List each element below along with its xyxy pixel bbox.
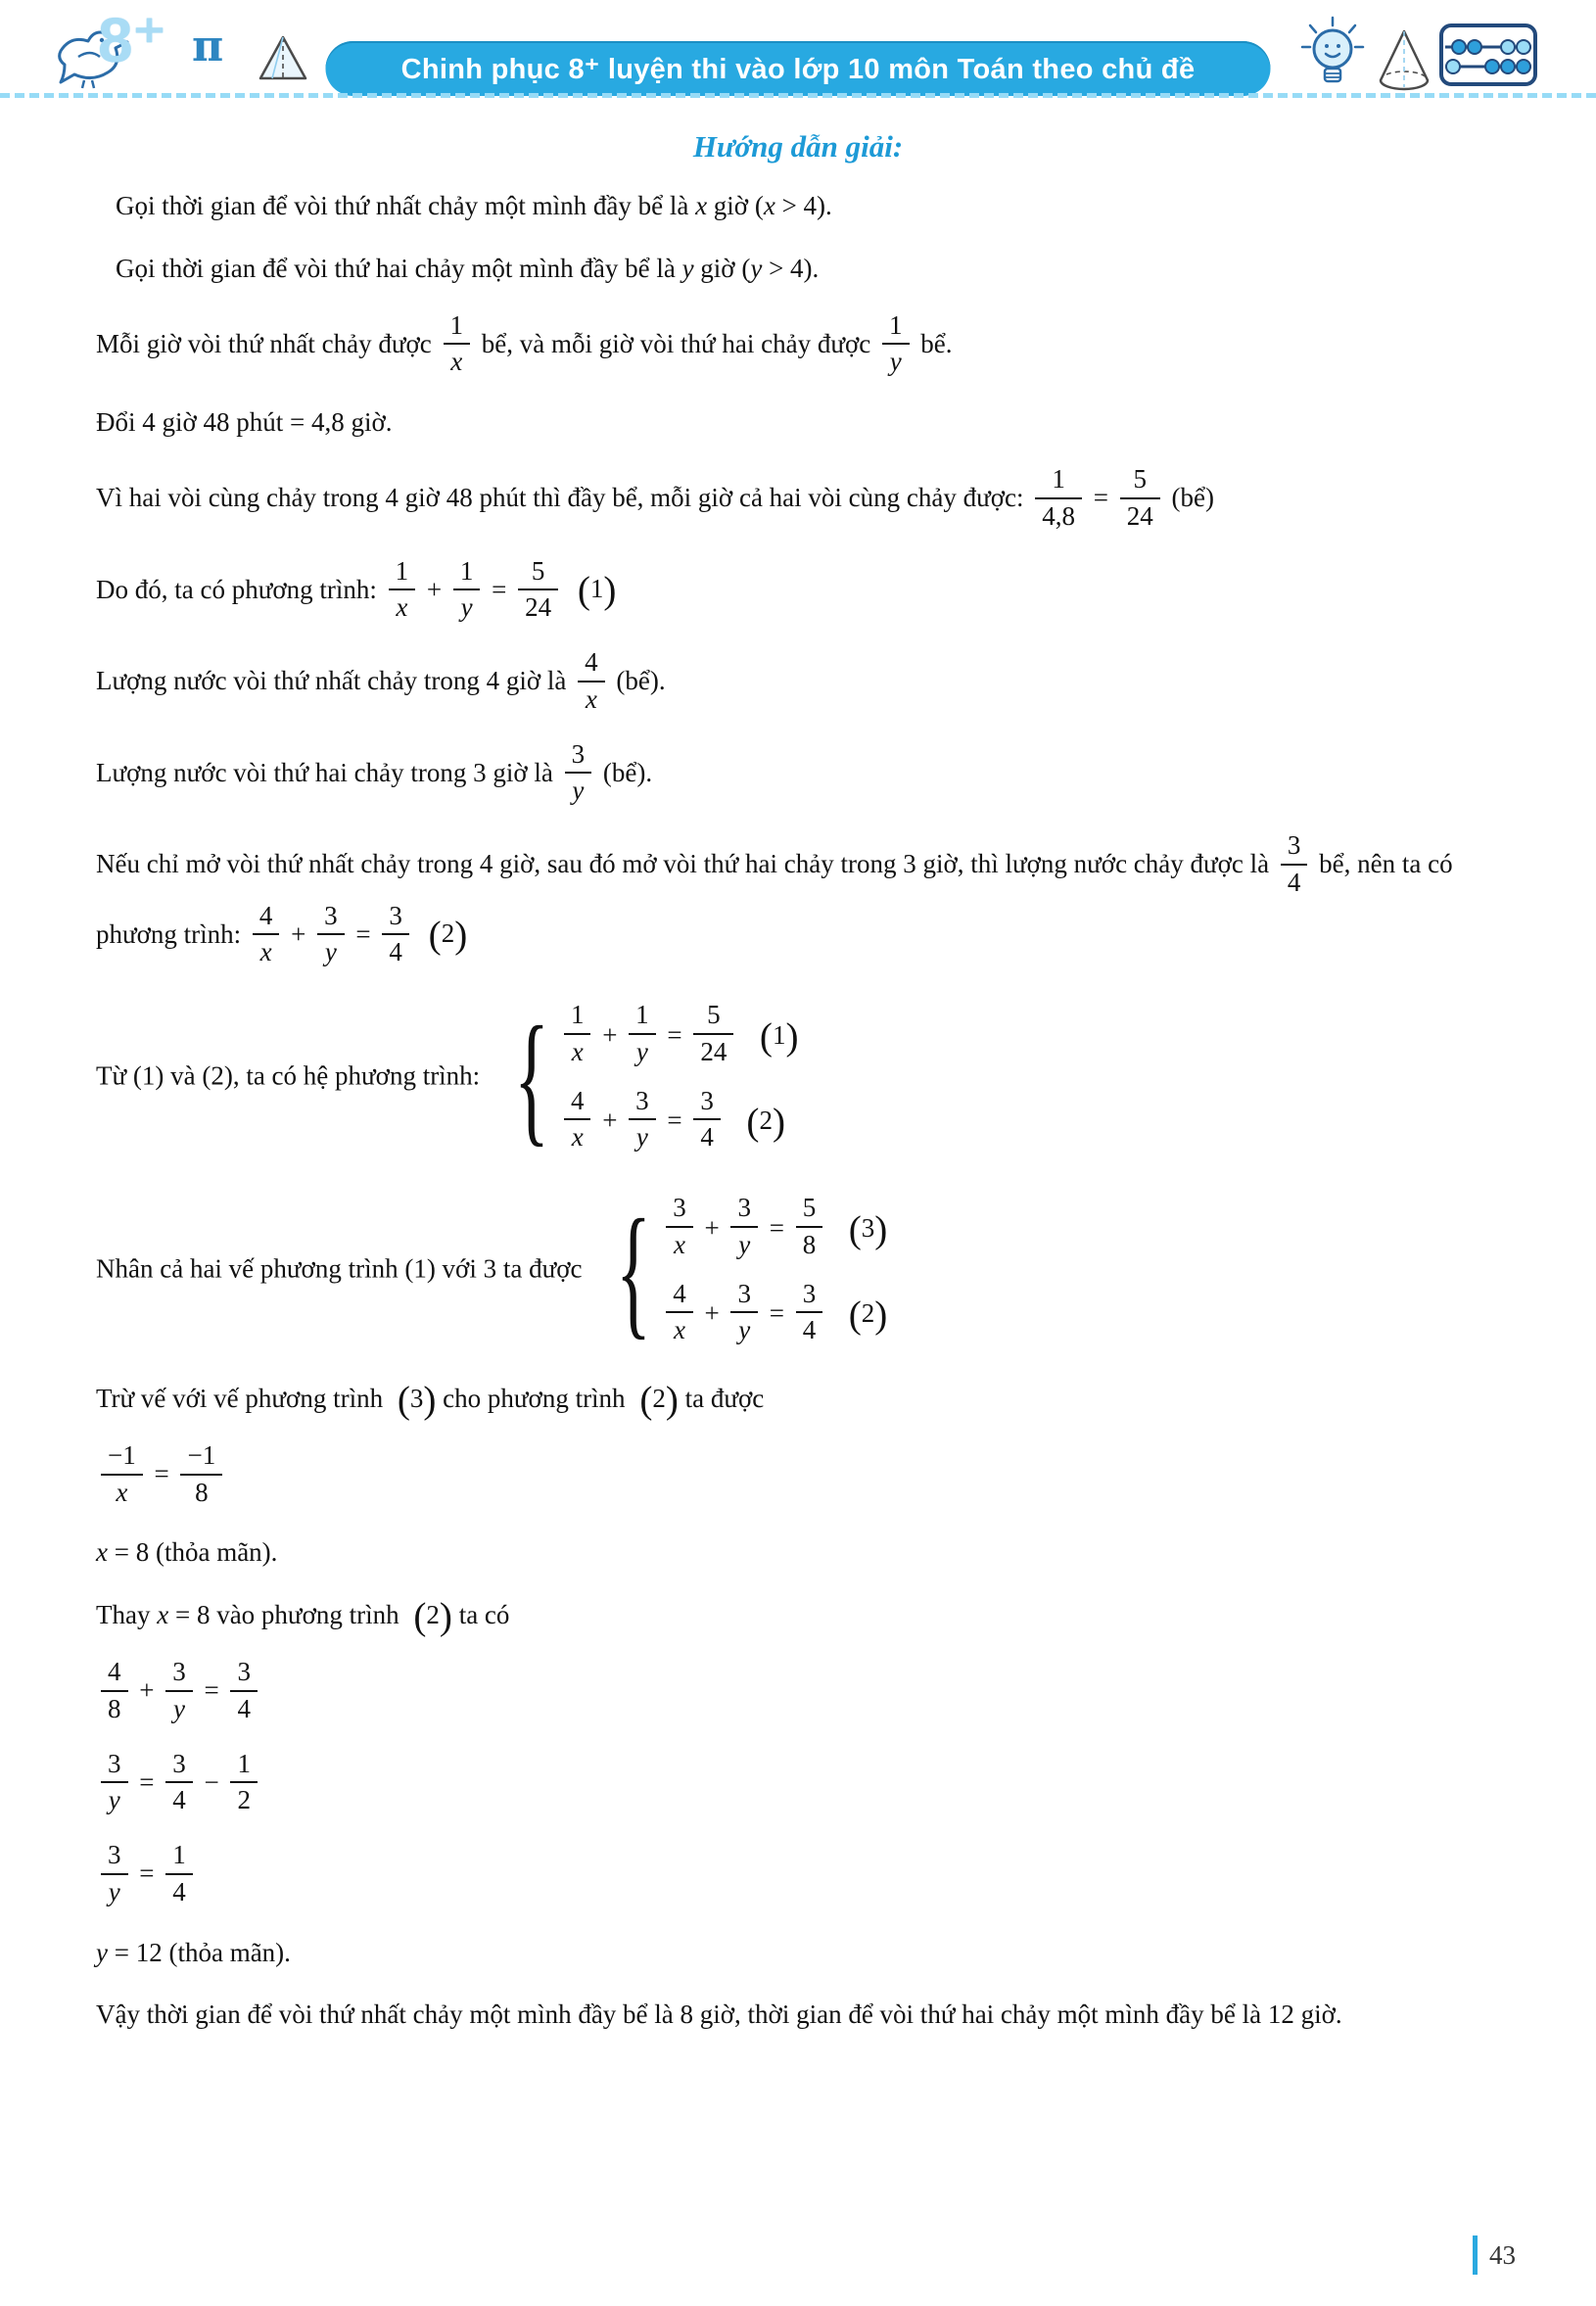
solution-line: $\frac{4}{8}$ + $\frac{3}{y}$ = $\frac{3}{4}$ — [96, 1658, 1500, 1728]
fraction: $\frac{1}{x}$ — [564, 999, 591, 1069]
solution-line: Lượng nước vòi thứ hai chảy trong 3 giờ là $\frac{3}{y}$ (bể). — [96, 740, 1500, 811]
fraction: $\frac{1}{x}$ — [389, 555, 416, 626]
fraction: $\frac{4}{8}$ — [101, 1656, 128, 1726]
equation-label: (3) — [848, 1208, 888, 1251]
solution-line: Lượng nước vòi thứ nhất chảy trong 4 giờ là $\frac{4}{x}$ (bể). — [96, 648, 1500, 719]
solution-heading: Hướng dẫn giải: — [692, 129, 904, 164]
page-number: 43 — [1473, 2235, 1516, 2276]
fraction: $\frac{1}{y}$ — [453, 555, 481, 626]
math-variable: x — [96, 1537, 108, 1568]
solution-line: Vì hai vòi cùng chảy trong 4 giờ 48 phút thì đầy bể, mỗi giờ cả hai vòi cùng chảy được: $\frac{1}{4,8}$ = $\frac{5}{24}$ (bể) — [96, 465, 1500, 536]
system-equation-row: $\frac{3}{x}$ + $\frac{3}{y}$ = $\frac{5}{8}$ (3) — [661, 1194, 887, 1264]
fraction: $\frac{3}{4}$ — [1281, 829, 1308, 900]
solution-line: Gọi thời gian để vòi thứ hai chảy một mình đầy bể là y giờ (y > 4). — [116, 253, 820, 283]
solution-line: Do đó, ta có phương trình: $\frac{1}{x}$ + $\frac{1}{y}$ = $\frac{5}{24}$ (1) — [96, 557, 1500, 628]
equation-label: (2) — [413, 1595, 452, 1638]
solution-line: Mỗi giờ vòi thứ nhất chảy được $\frac{1}{x}$ bể, và mỗi giờ vòi thứ hai chảy được $\frac{1}{y}$ bể. — [96, 311, 1500, 382]
fraction: $\frac{1}{4}$ — [165, 1839, 193, 1909]
equation-label: (2) — [428, 914, 468, 957]
fraction: $\frac{3}{y}$ — [101, 1748, 128, 1818]
solution-line: Nhân cả hai vế phương trình (1) với 3 ta được { $\frac{3}{x}$ + $\frac{3}{y}$ = $\frac{5}{8}$ (3) $\frac{4}{x}$ + $\frac{3}{y}$ = $\frac{3}{4}$ (2) — [96, 1186, 1500, 1357]
fraction: $\frac{1}{y}$ — [629, 999, 656, 1069]
fraction: $\frac{5}{8}$ — [796, 1192, 823, 1262]
fraction: $\frac{4}{x}$ — [666, 1278, 693, 1348]
solution-line: Đổi 4 giờ 48 phút = 4,8 giờ. — [96, 407, 393, 438]
math-variable: y — [96, 1937, 108, 1967]
fraction: $\frac{3}{4}$ — [796, 1278, 823, 1348]
fraction: $\frac{4}{x}$ — [578, 646, 605, 717]
eight-plus-logo: 8⁺ — [98, 5, 166, 75]
solution-body — [96, 186, 1500, 2036]
math-variable: y — [750, 253, 763, 283]
math-variable: x — [763, 191, 775, 220]
fraction: $\frac{1}{4,8}$ — [1035, 463, 1082, 534]
math-variable: x — [157, 1600, 169, 1630]
fraction: $\frac{4}{x}$ — [253, 900, 280, 970]
fraction: $\frac{3}{y}$ — [101, 1839, 128, 1909]
solution-line: $\frac{3}{y}$ = $\frac{3}{4}$ − $\frac{1}{2}$ — [96, 1750, 1500, 1820]
fraction: $\frac{5}{24}$ — [1120, 463, 1160, 534]
equation-label: (2) — [848, 1294, 888, 1337]
system-brace: { — [616, 1190, 652, 1353]
fraction: $\frac{1}{2}$ — [230, 1748, 258, 1818]
fraction: $\frac{3}{y}$ — [317, 900, 345, 970]
banner-title: Chinh phục 8⁺ luyện thi vào lớp 10 môn Toán theo chủ đề — [400, 53, 1196, 85]
fraction: $\frac{5}{24}$ — [693, 999, 733, 1069]
fraction: $\frac{4}{x}$ — [564, 1085, 591, 1155]
fraction: $\frac{3}{y}$ — [730, 1192, 758, 1262]
page-header — [0, 0, 1596, 98]
fraction: $\frac{3}{y}$ — [165, 1656, 193, 1726]
fraction: $\frac{3}{y}$ — [565, 738, 592, 809]
solution-line: y = 12 (thỏa mãn). — [96, 1937, 291, 1967]
prism-icon — [257, 33, 309, 84]
solution-line: Gọi thời gian để vòi thứ nhất chảy một mình đầy bể là x giờ (x > 4). — [116, 191, 832, 220]
lightbulb-icon — [1292, 14, 1373, 88]
fraction: $\frac{3}{4}$ — [382, 900, 409, 970]
system-equation-row: $\frac{1}{x}$ + $\frac{1}{y}$ = $\frac{5}{24}$ (1) — [559, 1001, 799, 1071]
fraction: $\frac{3}{4}$ — [693, 1085, 721, 1155]
solution-line: $\frac{3}{y}$ = $\frac{1}{4}$ — [96, 1841, 1500, 1911]
dashed-divider — [0, 93, 1596, 98]
fraction: $\frac{3}{4}$ — [165, 1748, 193, 1818]
equation-label: (2) — [746, 1101, 785, 1144]
fraction: $\frac{-1}{8}$ — [180, 1439, 222, 1510]
fraction: $\frac{3}{4}$ — [230, 1656, 258, 1726]
fraction: $\frac{1}{x}$ — [444, 309, 471, 380]
solution-line: Từ (1) và (2), ta có hệ phương trình: { $\frac{1}{x}$ + $\frac{1}{y}$ = $\frac{5}{24}$ (1) $\frac{4}{x}$ + $\frac{3}{y}$ = $\frac{3}{4}$ (2) — [96, 993, 1500, 1164]
equation-system — [496, 993, 799, 1164]
solution-line: Trừ vế với vế phương trình (3) cho phương trình (2) ta được — [96, 1379, 765, 1422]
solution-line: Thay x = 8 vào phương trình (2) ta có — [96, 1595, 510, 1638]
equation-system — [598, 1186, 887, 1357]
fraction: $\frac{5}{24}$ — [518, 555, 558, 626]
system-brace: { — [513, 997, 549, 1160]
system-equation-row: $\frac{4}{x}$ + $\frac{3}{y}$ = $\frac{3}{4}$ (2) — [559, 1087, 799, 1157]
equation-label: (2) — [639, 1379, 679, 1422]
solution-line: $\frac{-1}{x}$ = $\frac{-1}{8}$ — [96, 1441, 1500, 1512]
solution-line: Nếu chỉ mở vòi thứ nhất chảy trong 4 giờ, sau đó mở vòi thứ hai chảy trong 3 giờ, thì lượng nước chảy được là $\frac{3}{4}$ bể, nên ta có phương trình: $\frac{4}{x}$ + $\frac{3}{y}$ = $\frac{3}{4}$ (2) — [96, 831, 1500, 971]
header-banner — [326, 41, 1271, 96]
pi-icon: π — [192, 22, 224, 71]
fraction: $\frac{-1}{x}$ — [101, 1439, 143, 1510]
equation-label: (1) — [759, 1015, 799, 1059]
page-content — [0, 98, 1596, 2036]
solution-line: x = 8 (thỏa mãn). — [96, 1537, 278, 1568]
fraction: $\frac{1}{y}$ — [882, 309, 910, 380]
cone-icon — [1375, 27, 1433, 94]
system-equation-row: $\frac{4}{x}$ + $\frac{3}{y}$ = $\frac{3}{4}$ (2) — [661, 1280, 887, 1350]
math-variable: x — [695, 191, 708, 220]
abacus-icon — [1437, 22, 1539, 88]
fraction: $\frac{3}{y}$ — [730, 1278, 758, 1348]
fraction: $\frac{3}{x}$ — [666, 1192, 693, 1262]
fraction: $\frac{3}{y}$ — [629, 1085, 656, 1155]
equation-label: (3) — [397, 1379, 437, 1422]
math-variable: y — [681, 253, 694, 283]
equation-label: (1) — [577, 569, 617, 612]
solution-line: Vậy thời gian để vòi thứ nhất chảy một mình đầy bể là 8 giờ, thời gian để vòi thứ hai chảy một mình đầy bể là 12 giờ. — [96, 2000, 1342, 2030]
